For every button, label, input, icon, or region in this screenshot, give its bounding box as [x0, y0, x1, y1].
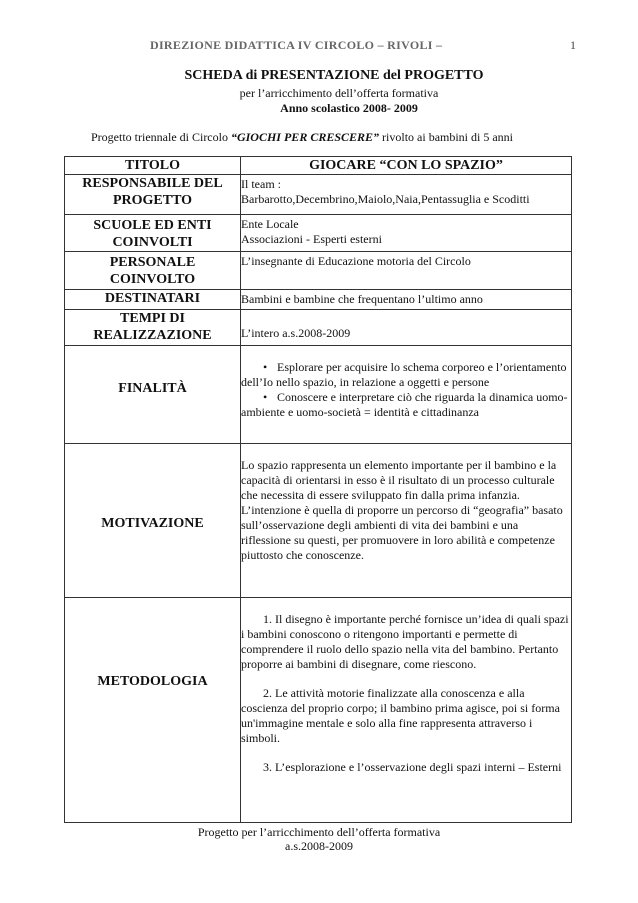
item-number: 3. — [263, 760, 272, 774]
scuole-label: SCUOLE ED ENTI COINVOLTI — [65, 215, 241, 252]
scuole-line: Ente Locale — [241, 217, 299, 231]
item-text: Le attività motorie finalizzate alla conoscenza e alla coscienza del proprio corpo; il bambino prima agisce, poi si forma un'immagine mentale e solo alla fine rappresenta attraverso i simboli. — [241, 686, 560, 745]
responsabile-line: Barbarotto,Decembrino,Maiolo,Naia,Pentassuglia e Scoditti — [241, 192, 530, 206]
metodologia-item — [241, 612, 571, 672]
metodologia-item — [241, 686, 571, 746]
scuole-line: Associazioni - Esperti esterni — [241, 232, 382, 246]
finalita-label: FINALITÀ — [65, 346, 241, 444]
responsabile-label: RESPONSABILE DEL PROGETTO — [65, 175, 241, 215]
personale-value: L’insegnante di Educazione motoria del Circolo — [241, 252, 572, 290]
scuole-value — [241, 215, 572, 252]
motivazione-paragraph: Lo spazio rappresenta un elemento importante per il bambino e la capacità di orientarsi in esso è il risultato di un processo culturale che necessita di essere sviluppato fin dalla prima infanzia. — [241, 458, 557, 502]
destinatari-label: DESTINATARI — [65, 290, 241, 310]
finalita-value — [241, 346, 572, 444]
project-intro — [91, 130, 513, 145]
row-personale — [65, 252, 572, 290]
row-scuole — [65, 215, 572, 252]
page-footer — [0, 825, 638, 853]
item-number: 1. — [263, 612, 272, 626]
row-tempi — [65, 310, 572, 346]
school-year: Anno scolastico 2008- 2009 — [280, 101, 418, 115]
bullet-icon: • — [263, 390, 268, 404]
school-direction: DIREZIONE DIDATTICA IV CIRCOLO – RIVOLI – — [150, 38, 443, 52]
row-motivazione — [65, 444, 572, 598]
project-name: “GIOCHI PER CRESCERE” — [230, 130, 380, 144]
finalita-text: Esplorare per acquisire lo schema corporeo e l’orientamento dell’Io nello spazio, in relazione a oggetti e persone — [241, 360, 567, 389]
metodologia-label: METODOLOGIA — [65, 598, 241, 823]
footer-line: a.s.2008-2009 — [285, 839, 353, 853]
project-table — [64, 156, 572, 823]
tempi-label: TEMPI DI REALIZZAZIONE — [65, 310, 241, 346]
item-text: Il disegno è importante perché fornisce un’idea di quali spazi i bambini conoscono o ritengono importanti e permette di comprendere il ruolo dello spazio nella vita del bambino. Pertanto proporre ai bambini di disegnare, come riescono. — [241, 612, 569, 671]
finalita-item — [241, 390, 571, 420]
document-subtitle: per l’arricchimento dell’offerta formativa — [239, 86, 439, 100]
row-titolo — [65, 157, 572, 175]
motivazione-label: MOTIVAZIONE — [65, 444, 241, 598]
intro-suffix: rivolto ai bambini di 5 anni — [379, 130, 514, 144]
row-destinatari — [65, 290, 572, 310]
bullet-icon: • — [263, 360, 268, 374]
intro-prefix: Progetto triennale di Circolo — [91, 130, 231, 144]
row-responsabile — [65, 175, 572, 215]
motivazione-paragraph: L’intenzione è quella di proporre un percorso di “geografia” basato sull’osservazione degli ambienti di vita dei bambini e una riflessione su questi, per promuovere in loro abilità e competenze piuttosto che conoscenze. — [241, 503, 563, 562]
footer-line: Progetto per l’arricchimento dell’offerta formativa — [197, 825, 441, 839]
finalita-list — [241, 360, 571, 420]
page-number: 1 — [570, 38, 576, 52]
responsabile-line: Il team : — [241, 177, 281, 191]
finalita-text: Conoscere e interpretare ciò che riguarda la dinamica uomo-ambiente e uomo-società = identità e cittadinanza — [241, 390, 568, 419]
motivazione-value — [241, 444, 572, 598]
metodologia-item — [241, 760, 571, 775]
responsabile-value — [241, 175, 572, 215]
item-text: L’esplorazione e l’osservazione degli spazi interni – Esterni — [275, 760, 562, 774]
document-title: SCHEDA di PRESENTAZIONE del PROGETTO — [184, 68, 484, 83]
destinatari-value: Bambini e bambine che frequentano l’ultimo anno — [241, 290, 572, 310]
titolo-value: GIOCARE “CON LO SPAZIO” — [241, 157, 572, 175]
tempi-value: L’intero a.s.2008-2009 — [241, 310, 572, 346]
item-number: 2. — [263, 686, 272, 700]
titolo-label: TITOLO — [65, 157, 241, 175]
metodologia-value — [241, 598, 572, 823]
row-metodologia — [65, 598, 572, 823]
personale-label: PERSONALE COINVOLTO — [65, 252, 241, 290]
row-finalita — [65, 346, 572, 444]
finalita-item — [241, 360, 571, 390]
